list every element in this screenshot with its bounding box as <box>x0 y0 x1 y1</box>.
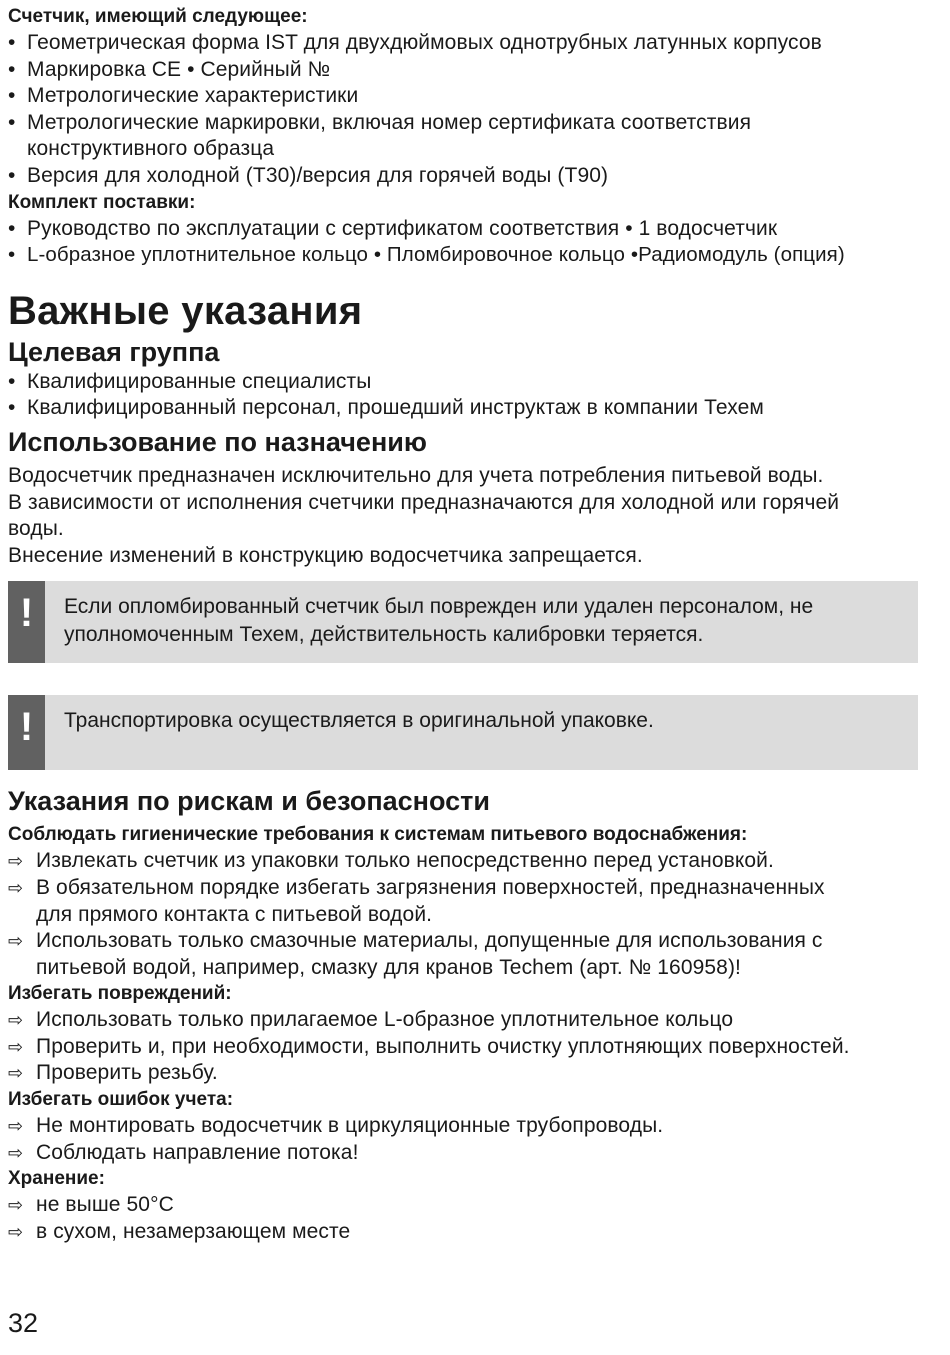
arrow-right-icon: ⇨ <box>8 1142 24 1163</box>
notice-text: Если опломбированный счетчик был поврежден или удален персоналом, не <box>64 595 814 619</box>
subheading-damage: Избегать повреждений: <box>8 983 232 1005</box>
list-item: • Маркировка CE • Серийный № <box>8 57 923 84</box>
list-item: ⇨ не выше 50°C <box>8 1192 923 1219</box>
list-item: • Руководство по эксплуатации с сертификатом соответствия • 1 водосчетчик <box>8 216 923 243</box>
arrow-right-icon: ⇨ <box>8 1116 24 1137</box>
heading-target-group: Целевая группа <box>8 336 220 367</box>
list-item: • Метрологические характеристики <box>8 83 923 110</box>
warning-notice-transport <box>8 695 918 770</box>
list-item: • L-образное уплотнительное кольцо • Пломбировочное кольцо •Радиомодуль (опция) <box>8 242 923 269</box>
arrow-right-icon: ⇨ <box>8 1063 24 1084</box>
arrow-right-icon: ⇨ <box>8 931 24 952</box>
arrow-right-icon: ⇨ <box>8 1195 24 1216</box>
notice-text: Транспортировка осуществляется в оригинальной упаковке. <box>64 709 654 733</box>
paragraph-line: В зависимости от исполнения счетчики предназначаются для холодной или горячей <box>8 490 840 514</box>
subheading-storage: Хранение: <box>8 1168 105 1190</box>
list-item-continuation: для прямого контакта с питьевой водой. <box>36 902 433 926</box>
arrow-right-icon: ⇨ <box>8 1010 24 1031</box>
arrow-right-icon: ⇨ <box>8 1221 24 1242</box>
list-item: • Квалифицированные специалисты <box>8 369 923 396</box>
warning-notice-calibration <box>8 581 918 663</box>
subheading-errors: Избегать ошибок учета: <box>8 1089 234 1111</box>
page-number: 32 <box>8 1308 39 1338</box>
list-item: ⇨ Использовать только прилагаемое L-образное уплотнительное кольцо <box>8 1007 923 1034</box>
heading-intended-use: Использование по назначению <box>8 426 427 457</box>
list-item: • Версия для холодной (T30)/версия для горячей воды (T90) <box>8 163 923 190</box>
paragraph-line: Внесение изменений в конструкцию водосчетчика запрещается. <box>8 543 643 567</box>
notice-text: уполномоченным Техем, действительность калибровки теряется. <box>64 622 704 646</box>
subheading-hygiene: Соблюдать гигиенические требования к системам питьевого водоснабжения: <box>8 824 748 846</box>
arrow-right-icon: ⇨ <box>8 1036 24 1057</box>
arrow-right-icon: ⇨ <box>8 851 24 872</box>
list-item: ⇨ Не монтировать водосчетчик в циркуляционные трубопроводы. <box>8 1113 923 1140</box>
list-item-continuation: питьевой водой, например, смазку для кранов Techem (арт. № 160958)! <box>36 955 741 979</box>
list-item-continuation: конструктивного образца <box>27 137 275 161</box>
list-item: • Метрологические маркировки, включая номер сертификата соответствия <box>8 110 923 137</box>
exclamation-icon: ! <box>8 695 45 770</box>
list-item: ⇨ Проверить и, при необходимости, выполнить очистку уплотняющих поверхностей. <box>8 1034 923 1061</box>
list-item: ⇨ Извлекать счетчик из упаковки только непосредственно перед установкой. <box>8 848 923 875</box>
arrow-right-icon: ⇨ <box>8 877 24 898</box>
list-item: • Квалифицированный персонал, прошедший инструктаж в компании Техем <box>8 395 923 422</box>
heading-risks: Указания по рискам и безопасности <box>8 786 490 817</box>
list-item: ⇨ В обязательном порядке избегать загрязнения поверхностей, предназначенных <box>8 875 923 902</box>
page-title: Важные указания <box>8 288 363 333</box>
list-item: ⇨ Использовать только смазочные материалы, допущенные для использования с <box>8 928 923 955</box>
list-item: ⇨ Проверить резьбу. <box>8 1060 923 1087</box>
section-heading-meter: Счетчик, имеющий следующее: <box>8 6 308 27</box>
paragraph-line: Водосчетчик предназначен исключительно для учета потребления питьевой воды. <box>8 463 824 487</box>
list-item: • Геометрическая форма IST для двухдюймовых однотрубных латунных корпусов <box>8 30 923 57</box>
section-heading-delivery: Комплект поставки: <box>8 191 196 213</box>
list-item: ⇨ в сухом, незамерзающем месте <box>8 1219 923 1246</box>
list-item: ⇨ Соблюдать направление потока! <box>8 1140 923 1167</box>
paragraph-line: воды. <box>8 517 64 541</box>
document-page <box>8 0 923 1245</box>
exclamation-icon: ! <box>8 581 45 663</box>
